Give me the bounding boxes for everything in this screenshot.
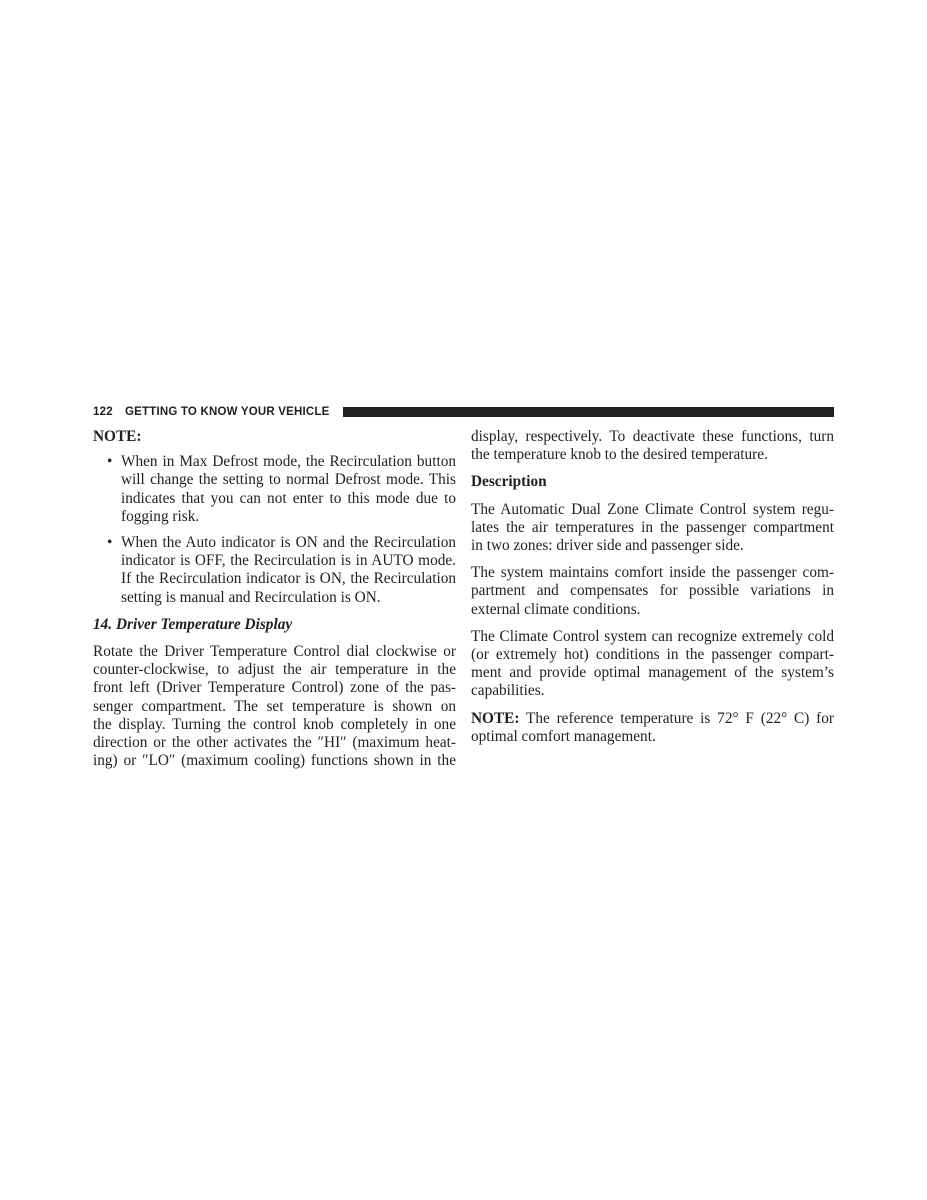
text-line: When the Auto indicator is ON and the Recirculation <box>121 534 456 552</box>
text-line: optimal comfort management. <box>471 727 656 745</box>
text-line: front left (Driver Temperature Control) zone of the pas- <box>93 679 456 697</box>
text-line: (or extremely hot) conditions in the passenger compart- <box>471 646 834 664</box>
text-line: If the Recirculation indicator is ON, the Recirculation <box>121 570 456 588</box>
note-text: The reference temperature is 72° F (22° C) for <box>519 709 834 727</box>
bullet-dot: • <box>107 534 113 552</box>
text-line: indicates that you can not enter to this mode due to <box>121 489 456 507</box>
text-line: ment and provide optimal management of the system’s <box>471 664 834 682</box>
bullet-dot: • <box>107 453 113 471</box>
text-line: direction or the other activates the ″HI″ (maximum heat- <box>93 734 456 752</box>
text-line: Rotate the Driver Temperature Control dial clockwise or <box>93 643 456 661</box>
page-header <box>93 405 834 421</box>
text-line: will change the setting to normal Defrost mode. This <box>121 471 456 489</box>
bullet-item-max-defrost <box>93 453 456 526</box>
text-line: The Automatic Dual Zone Climate Control system regu- <box>471 500 834 518</box>
text-line: indicator is OFF, the Recirculation is in AUTO mode. <box>121 552 456 570</box>
paragraph-dual-zone <box>471 501 834 556</box>
text-line: ing) or ″LO″ (maximum cooling) functions shown in the <box>93 752 456 770</box>
text-line: When in Max Defrost mode, the Recirculation button <box>121 453 456 471</box>
text-line: counter-clockwise, to adjust the air temperature in the <box>93 661 456 679</box>
text-line: the temperature knob to the desired temperature. <box>471 446 768 464</box>
section-title: GETTING TO KNOW YOUR VEHICLE <box>125 406 330 418</box>
right-column <box>471 428 834 746</box>
text-line: senger compartment. The set temperature is shown on <box>93 697 456 715</box>
paragraph-comfort <box>471 564 834 619</box>
text-line: The Climate Control system can recognize extremely cold <box>471 627 834 645</box>
description-heading: Description <box>471 473 547 491</box>
note-heading: NOTE: <box>93 428 142 445</box>
paragraph-extreme-conditions <box>471 628 834 701</box>
left-column <box>93 428 456 770</box>
subheading-driver-temperature-display: 14. Driver Temperature Display <box>93 615 293 633</box>
text-line: capabilities. <box>471 682 545 700</box>
note-label: NOTE: <box>471 709 520 727</box>
text-line: The system maintains comfort inside the passenger com- <box>471 564 834 582</box>
text-line: partment and compensates for possible variations in <box>471 582 834 600</box>
text-line: external climate conditions. <box>471 600 641 618</box>
text-line: lates the air temperatures in the passenger compartment <box>471 518 834 536</box>
bullet-item-auto-indicator <box>93 534 456 607</box>
header-rule <box>343 407 834 417</box>
text-line: the display. Turning the control knob completely in one <box>93 715 456 733</box>
text-line <box>471 710 834 728</box>
text-line: setting is manual and Recirculation is ON. <box>121 588 381 606</box>
paragraph-continuation <box>471 428 834 464</box>
text-line: fogging risk. <box>121 507 200 525</box>
paragraph-driver-temperature <box>93 643 456 770</box>
page-number: 122 <box>93 406 113 418</box>
text-line: display, respectively. To deactivate these functions, turn <box>471 428 834 445</box>
text-line: in two zones: driver side and passenger side. <box>471 537 744 555</box>
note-reference-temperature <box>471 710 834 746</box>
